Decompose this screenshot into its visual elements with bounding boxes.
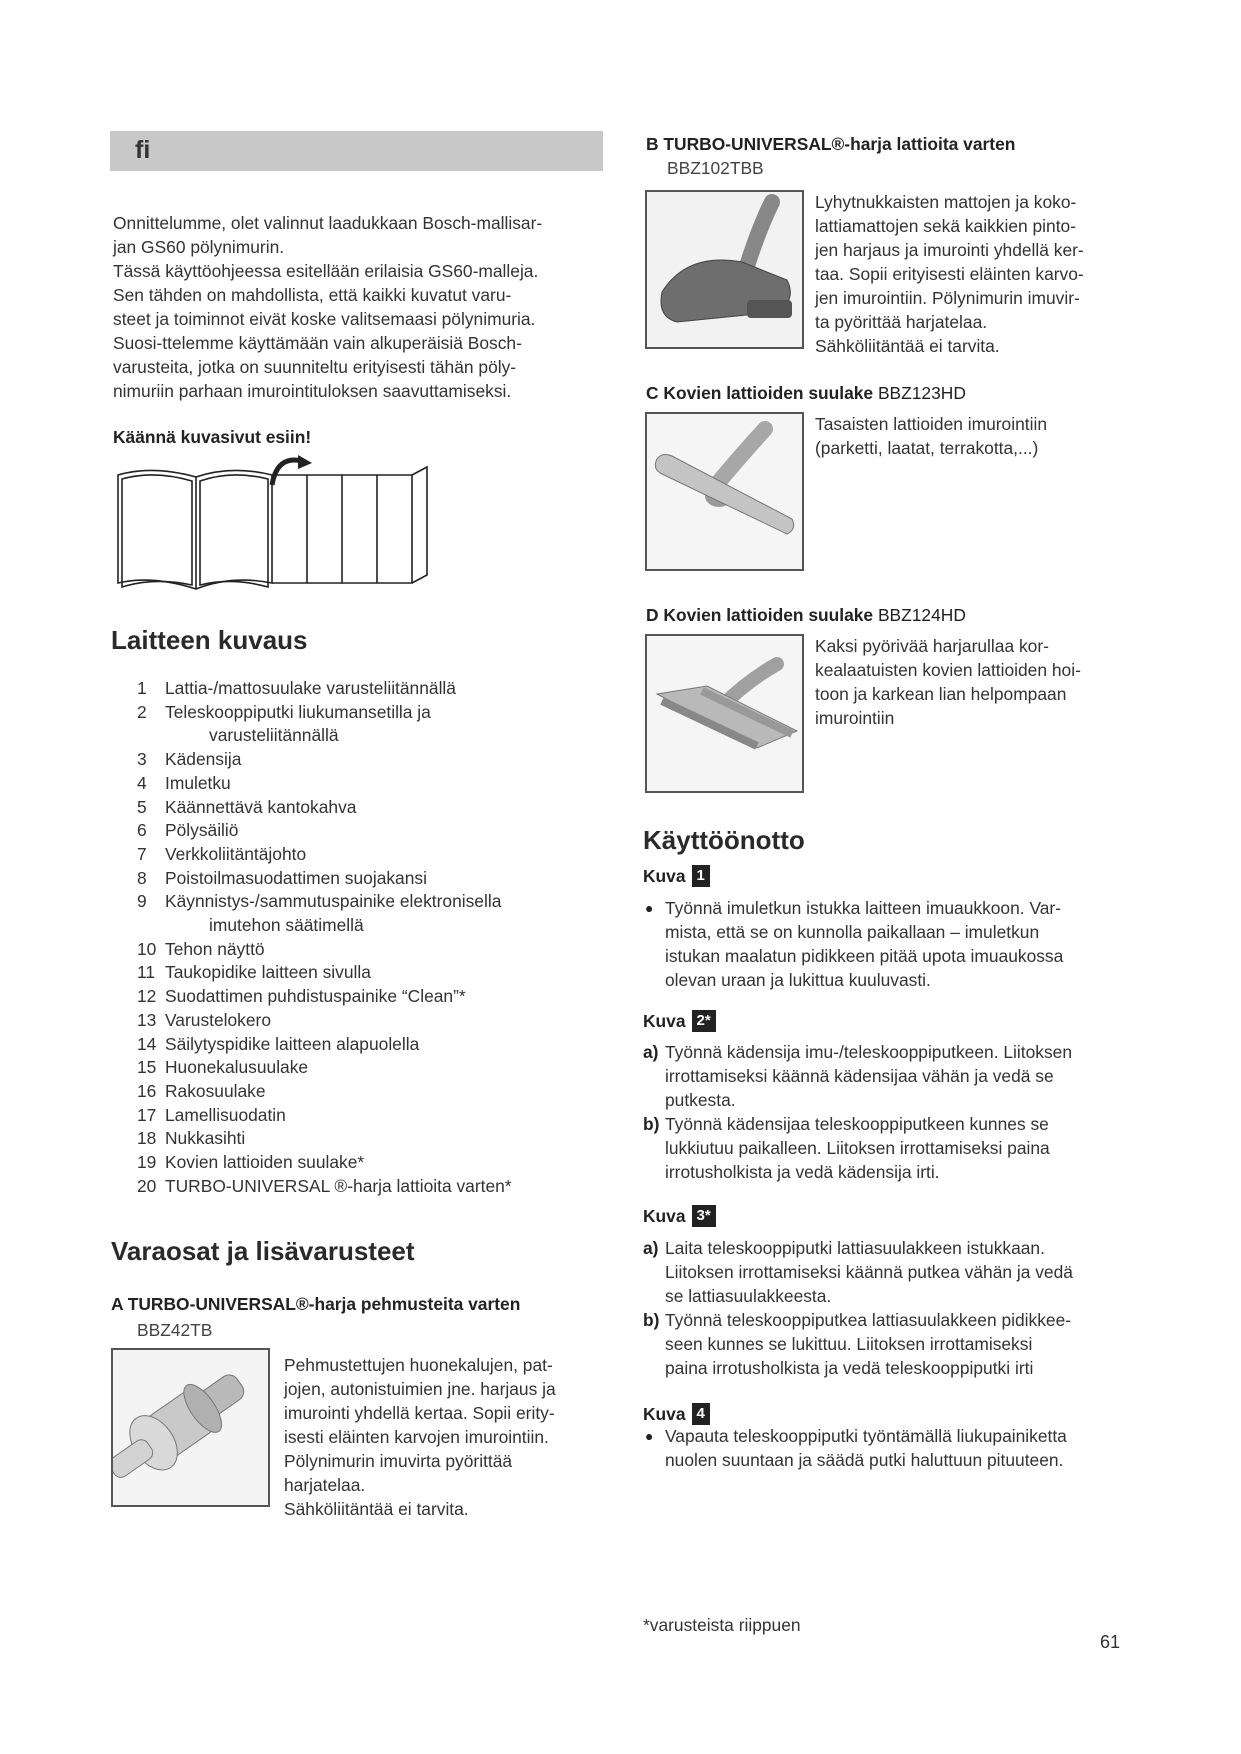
list-item: 8 Poistoilmasuodattimen suojakansi [137,867,427,888]
figure-3-steps: a) Laita teleskooppiputki lattiasuulakkeen istukkaan. Liitoksen irrottamiseksi käännä putkea vähän ja vedä se lattiasuulakkeesta. b) Työnnä teleskooppiputkea lattiasuulakkeen pidikkee- seen kunnes se lukittuu. Liitoksen irrottamiseksi paina irrotusholkista ja vedä teleskooppiputki irti [643,1238,1073,1378]
page-number: 61 [1100,1632,1121,1652]
language-code: fi [135,136,151,164]
list-item: 2 Teleskooppiputki liukumansetilla ja [137,701,431,722]
figure-2-label: Kuva 2* [643,1010,716,1032]
accessory-b-title: B TURBO-UNIVERSAL®-harja lattioita varten [646,134,1016,154]
device-description-heading: Laitteen kuvaus [111,625,308,655]
intro-line: jan GS60 pölynimurin. [113,237,285,257]
list-item: 11 Taukopidike laitteen sivulla [137,962,371,983]
list-item: 3 Kädensija [137,749,242,770]
turn-pages-note: Käännä kuvasivut esiin! [113,427,312,447]
accessory-d-title: D Kovien lattioiden suulake BBZ124HD [646,605,966,625]
accessory-d-description: Kaksi pyörivää harjarullaa kor- kealaatuisten kovien lattioiden hoi- toon ja karkean lian helpompaan imurointiin [815,636,1081,728]
accessory-a-description: Pehmustettujen huonekalujen, pat- jojen, autonistuimien jne. harjaus ja imurointi yhdellä kertaa. Sopii erity- isesti eläinten karvojen imurointiin. Pölynimurin imuvirta pyörittää harjatelaa. Sähköliitäntää ei tarvita. [284,1355,556,1519]
language-bar [110,131,603,171]
intro-line: Sen tähden on mahdollista, että kaikki kuvatut varu- [113,285,512,305]
figure-badge: 4 [692,1403,710,1425]
list-item: 19 Kovien lattioiden suulake* [137,1152,365,1173]
spare-parts-heading: Varaosat ja lisävarusteet [111,1236,415,1266]
list-item: imutehon säätimellä [209,915,364,936]
footnote: *varusteista riippuen [643,1615,801,1635]
figure-2-steps: a) Työnnä kädensija imu-/teleskooppiputkeen. Liitoksen irrottamiseksi käännä kädensijaa vähän ja vedä se putkesta. b) Työnnä kädensijaa teleskooppiputkeen kunnes se lukkiutuu paikalleen. Liitoksen irrottamiseksi paina irrotusholkista ja vedä kädensija irti. [643,1042,1072,1182]
intro-line: Suosi-ttelemme käyttämään vain alkuperäisiä Bosch- [113,333,522,353]
accessory-a-title: A TURBO-UNIVERSAL®-harja pehmusteita varten [111,1294,521,1314]
list-item: 13 Varustelokero [137,1009,272,1030]
intro-line: Onnittelumme, olet valinnut laadukkaan Bosch-mallisar- [113,213,543,233]
figure-badge: 2* [692,1010,716,1032]
list-item: 18 Nukkasihti [137,1128,246,1149]
intro-line: nimuriin parhaan imurointituloksen saavuttamiseksi. [113,381,512,401]
list-item: 20 TURBO-UNIVERSAL ®-harja lattioita varten* [137,1175,512,1196]
list-item: 10 Tehon näyttö [137,938,265,959]
list-item: 14 Säilytyspidike laitteen alapuolella [137,1033,420,1054]
list-item: 7 Verkkoliitäntäjohto [137,843,307,864]
intro-line: Tässä käyttöohjeessa esitellään erilaisia GS60-malleja. [113,261,539,281]
figure-4-label: Kuva 4 [643,1403,710,1425]
figure-badge: 3* [692,1205,716,1227]
device-parts-list [137,677,597,1198]
accessory-b-image [645,190,804,349]
figure-badge: 1 [692,865,710,887]
list-item: 4 Imuletku [137,772,231,793]
list-item: 15 Huonekalusuulake [137,1057,309,1078]
figure-4-steps: ● Vapauta teleskooppiputki työntämällä liukupainiketta nuolen suuntaan ja säädä putki haluttuun pituuteen. [645,1426,1067,1470]
list-item: 12 Suodattimen puhdistuspainike “Clean”* [137,986,466,1007]
list-item: 6 Pölysäiliö [137,820,239,841]
list-item: 5 Käännettävä kantokahva [137,796,357,817]
accessory-c-title: C Kovien lattioiden suulake BBZ123HD [646,383,966,403]
accessory-d-image [645,634,804,793]
fold-out-pages-illustration [112,455,432,595]
accessory-b-description: Lyhytnukkaisten mattojen ja koko- lattiamattojen sekä kaikkien pinto- jen harjaus ja imurointi yhdellä ker- taa. Sopii erityisesti eläinten karvo- jen imurointiin. Pölynimurin imuvir- ta pyörittää harjatelaa. Sähköliitäntää ei tarvita. [815,192,1084,356]
intro-line: steet ja toiminnot eivät koske valitsemaasi pölynimuria. [113,309,536,329]
accessory-b-code: BBZ102TBB [667,158,764,178]
figure-3-label: Kuva 3* [643,1205,716,1227]
setup-heading: Käyttöönotto [643,825,805,855]
accessory-a-code: BBZ42TB [137,1320,213,1340]
intro-line: varusteita, jotka on suunniteltu erityisesti tähän pöly- [113,357,517,377]
figure-1-label: Kuva 1 [643,865,710,887]
accessory-c-description: Tasaisten lattioiden imurointiin (parketti, laatat, terrakotta,...) [815,414,1047,458]
accessory-c-image [645,412,804,571]
list-item: 9 Käynnistys-/sammutuspainike elektronisella [137,891,502,912]
list-item: 1 Lattia-/mattosuulake varusteliitännällä [137,678,456,698]
list-item: 17 Lamellisuodatin [137,1104,286,1125]
figure-1-steps: ● Työnnä imuletkun istukka laitteen imuaukkoon. Var- mista, että se on kunnolla paikallaan – imuletkun istukan maalatun pidikkeen pitää upota imuaukossa olevan uraan ja lukittua kuuluvasti. [645,898,1064,990]
list-item: varusteliitännällä [209,725,339,746]
accessory-a-image [111,1348,270,1507]
intro-paragraph [113,211,603,403]
list-item: 16 Rakosuulake [137,1080,266,1101]
